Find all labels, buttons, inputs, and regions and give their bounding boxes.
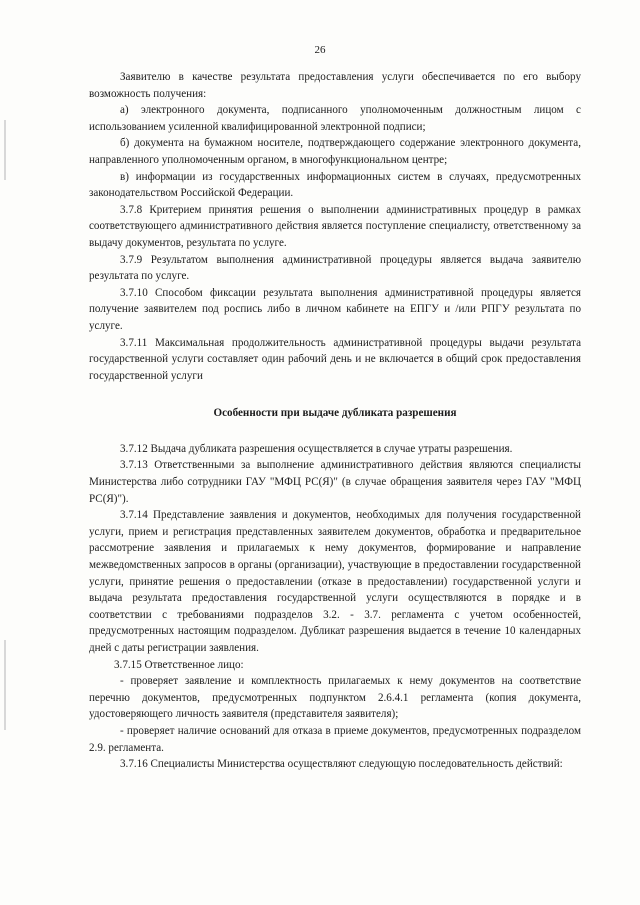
page-number: 26 [314,44,326,56]
paragraph: 3.7.10 Способом фиксации результата выполнения административной процедуры является получение заявителем под роспись либо в личном кабинете на ЕПГУ и /или РПГУ результата по услуге. [89,286,581,332]
paragraph: 3.7.8 Критерием принятия решения о выполнении административных процедур в рамках соответствующего административного действия является поступление специалисту, ответственному за выдачу документов, результата по услуге. [89,203,581,249]
document-body [89,69,581,773]
paragraph: б) документа на бумажном носителе, подтверждающего содержание электронного документа, направленного уполномоченным органом, в многофункциональном центре; [89,137,581,166]
paragraph: 3.7.11 Максимальная продолжительность административной процедуры выдачи результата государственной услуги составляет один рабочий день и не включается в общий срок предоставления государственной услуги [89,336,581,382]
paragraph: в) информации из государственных информационных систем в случаях, предусмотренных законодательством Российской Федерации. [89,170,581,200]
list-item: - проверяет заявление и комплектность прилагаемых к нему документов на соответствие перечню документов, предусмотренных подпунктом 2.6.4.1 регламента (копия документа, удостоверяющего личность заявителя (представителя заявителя); [89,675,581,721]
paragraph: 3.7.13 Ответственными за выполнение административного действия являются специалисты Министерства либо сотрудники ГАУ "МФЦ РС(Я)" (в случае обращения заявителя через ГАУ "МФЦ РС(Я)"). [89,459,581,505]
paragraph: Заявителю в качестве результата предоставления услуги обеспечивается по его выбору возможность получения: [89,71,581,100]
list-item: - проверяет наличие оснований для отказа в приеме документов, предусмотренных подразделом 2.9. регламента. [89,724,581,754]
section-title: Особенности при выдаче дубликата разрешения [213,407,457,420]
paragraph: 3.7.15 Ответственное лицо: [114,658,244,671]
paragraph: 3.7.12 Выдача дубликата разрешения осуществляется в случае утраты разрешения. [120,442,513,455]
scan-edge-mark [4,120,6,180]
paragraph: а) электронного документа, подписанного уполномоченным должностным лицом с использованием усиленной квалифицированной электронной подписи; [89,104,581,133]
paragraph: 3.7.14 Представление заявления и документов, необходимых для получения государственной услуги, прием и регистрация представленных заявителем документов, обработка и предварительное рассмотрение заявления и прилагаемых к нему документов, формирование и направление межведомственных запросов в органы (организации), участвующие в предоставлении государственной услуги, принятие решения о предоставлении (отказе в предоставлении) государственной услуги и выдача результата предоставления государственной услуги осуществляются в порядке и в соответствии с требованиями подразделов 3.2. - 3.7. регламента с учетом особенностей, предусмотренных настоящим подразделом. Дубликат разрешения выдается в течение 10 календарных дней с даты регистрации заявления. [89,509,581,654]
scan-edge-mark [4,640,6,730]
paragraph: 3.7.16 Специалисты Министерства осуществляют следующую последовательность действий: [120,758,563,771]
paragraph: 3.7.9 Результатом выполнения административной процедуры является выдача заявителю результата по услуге. [89,253,581,283]
